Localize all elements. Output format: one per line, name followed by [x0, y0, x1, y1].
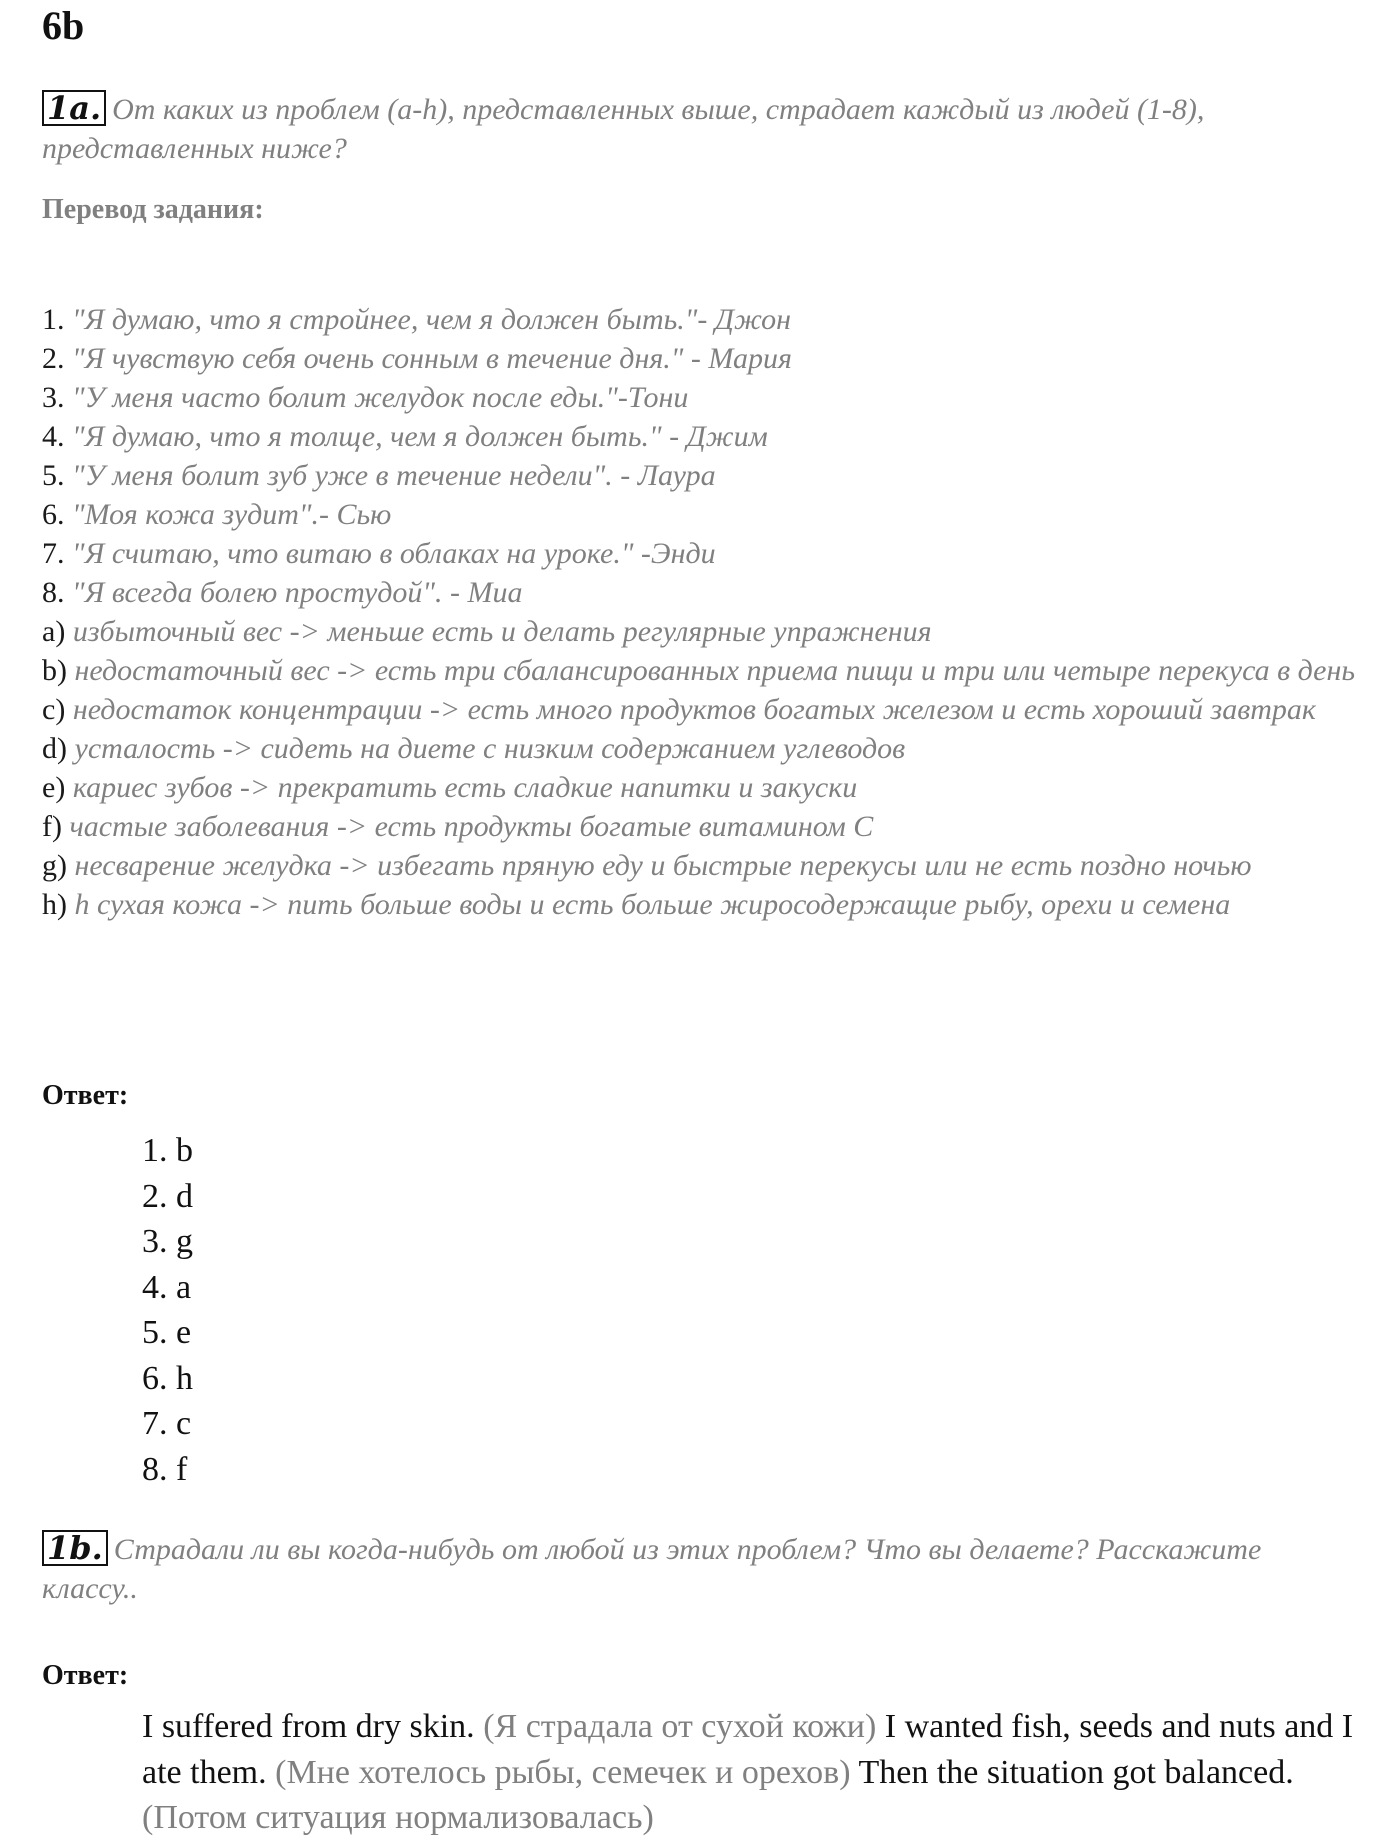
task-1b-text: Страдали ли вы когда-нибудь от любой из этих проблем? Что вы делаете? Расскажите классу..: [42, 1533, 1262, 1605]
answer-item: 8. f: [142, 1450, 188, 1488]
problem-line-e: e) кариес зубов -> прекратить есть сладкие напитки и закуски: [42, 771, 858, 804]
answer-text-1b: [142, 1704, 1372, 1841]
answer-item: 6. h: [142, 1359, 193, 1397]
task-1b-number: 1b.: [42, 1530, 108, 1566]
answer-ru-2: (Мне хотелось рыбы, семечек и орехов): [275, 1753, 851, 1791]
answer-item: 3. g: [142, 1223, 193, 1260]
person-line-5: 5. "У меня болит зуб уже в течение недели". - Лаура: [42, 459, 716, 492]
answer-list-1a: [142, 1128, 193, 1492]
person-line-1: 1. "Я думаю, что я стройнее, чем я должен быть."- Джон: [42, 303, 792, 336]
task-1b: [42, 1530, 1362, 1608]
answer-item: 7. c: [142, 1405, 192, 1442]
problem-line-h: h) h сухая кожа -> пить больше воды и есть больше жиросодержащие рыбу, орехи и семена: [42, 888, 1231, 921]
answer-ru-3: (Потом ситуация нормализовалась): [142, 1799, 654, 1836]
task-lines: [42, 300, 1362, 924]
answer-en-1: I suffered from dry skin.: [142, 1708, 475, 1745]
answer-en-2: I wanted fish, seeds and nuts and I ate them.: [142, 1708, 1354, 1791]
person-line-4: 4. "Я думаю, что я толще, чем я должен быть." - Джим: [42, 420, 768, 453]
translation-label: Перевод задания:: [42, 194, 264, 225]
task-1a-number: 1a.: [42, 90, 106, 126]
answer-item: 5. e: [142, 1314, 192, 1351]
answer-en-3: Then the situation got balanced.: [858, 1753, 1294, 1791]
task-1a: [42, 90, 1362, 168]
answer-item: 2. d: [142, 1177, 193, 1215]
person-line-6: 6. "Моя кожа зудит".- Сью: [42, 498, 392, 531]
problem-line-f: f) частые заболевания -> есть продукты богатые витамином C: [42, 810, 874, 843]
problem-line-c: c) недостаток концентрации -> есть много продуктов богатых железом и есть хороший завтрак: [42, 693, 1316, 726]
problem-line-b: b) недостаточный вес -> есть три сбалансированных приема пищи и три или четыре перекуса в день: [42, 654, 1356, 687]
problem-line-g: g) несварение желудка -> избегать пряную еду и быстрые перекусы или не есть поздно ночью: [42, 849, 1252, 882]
person-line-2: 2. "Я чувствую себя очень сонным в течение дня." - Мария: [42, 342, 792, 375]
task-1a-text: От каких из проблем (a-h), представленных выше, страдает каждый из людей (1-8), представленных ниже?: [42, 93, 1205, 165]
person-line-7: 7. "Я считаю, что витаю в облаках на уроке." -Энди: [42, 537, 716, 570]
answer-item: 4. a: [142, 1268, 192, 1306]
answer-ru-1: (Я страдала от сухой кожи): [483, 1708, 877, 1745]
answer-label-1a: Ответ:: [42, 1080, 129, 1111]
person-line-8: 8. "Я всегда болею простудой". - Миа: [42, 576, 523, 609]
person-line-3: 3. "У меня часто болит желудок после еды."-Тони: [42, 381, 689, 414]
problem-line-d: d) усталость -> сидеть на диете с низким содержанием углеводов: [42, 732, 906, 765]
answer-item: 1. b: [142, 1132, 193, 1169]
problem-line-a: a) избыточный вес -> меньше есть и делать регулярные упражнения: [42, 615, 932, 648]
answer-label-1b: Ответ:: [42, 1660, 129, 1691]
page-heading: 6b: [42, 3, 85, 48]
